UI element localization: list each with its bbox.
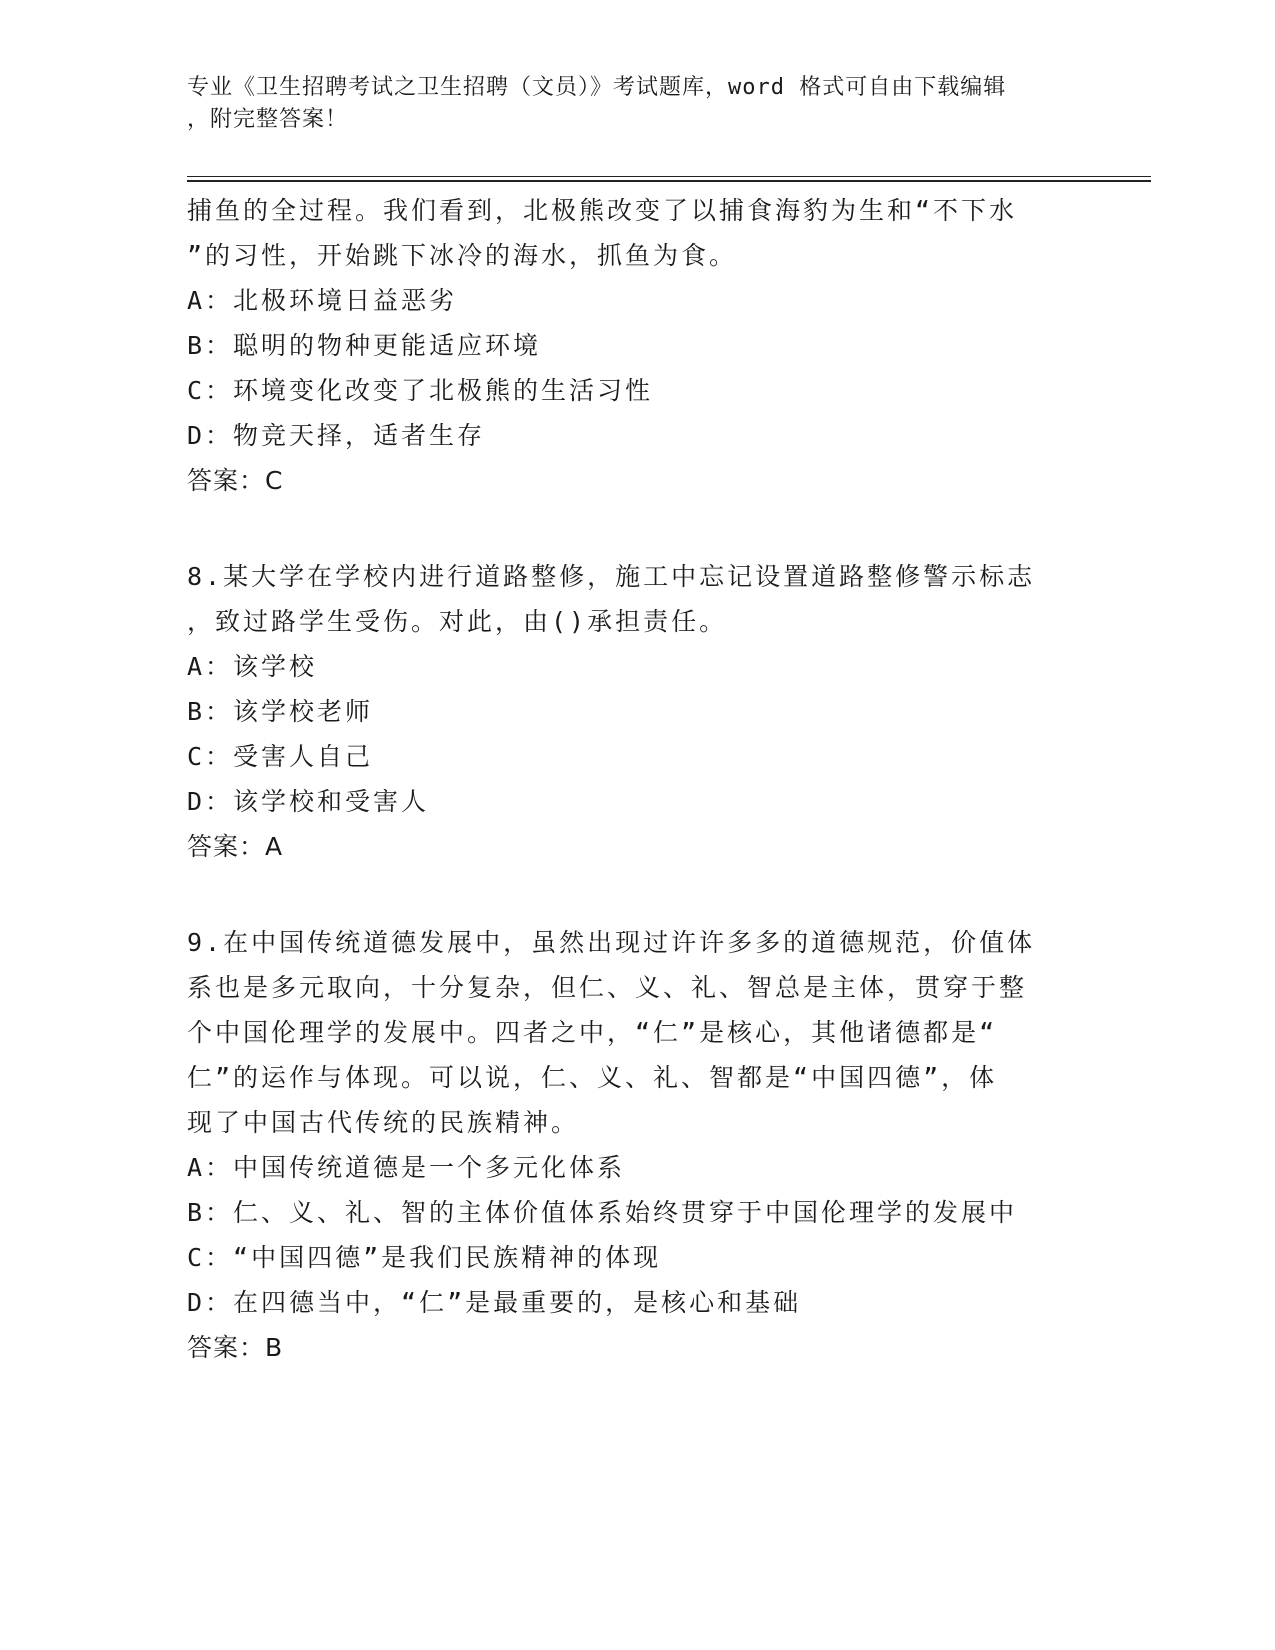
header-rule-thick [187, 180, 1151, 182]
document-header [187, 72, 1067, 136]
option-c: C：环境变化改变了北极熊的生活习性 [187, 376, 654, 405]
option-b: B：仁、义、礼、智的主体价值体系始终贯穿于中国伦理学的发展中 [187, 1198, 1018, 1227]
option-c: C：“中国四德”是我们民族精神的体现 [187, 1243, 662, 1272]
option-a: A：中国传统道德是一个多元化体系 [187, 1153, 626, 1182]
option-c: C：受害人自己 [187, 742, 374, 771]
question-text-line: 捕鱼的全过程。我们看到，北极熊改变了以捕食海豹为生和“不下水 [187, 196, 1018, 225]
option-b: B：该学校老师 [187, 697, 374, 726]
question-block-9 [187, 920, 1067, 1371]
header-rule-thin [187, 176, 1151, 177]
option-b: B：聪明的物种更能适应环境 [187, 331, 542, 360]
answer-label: 答案：B [187, 1333, 284, 1362]
question-text-line: 8.某大学在学校内进行道路整修，施工中忘记设置道路整修警示标志 [187, 562, 1036, 591]
question-text-line: 个中国伦理学的发展中。四者之中，“仁”是核心，其他诸德都是“ [187, 1018, 998, 1047]
question-text-line: ，致过路学生受伤。对此，由()承担责任。 [187, 607, 728, 636]
answer-label: 答案：C [187, 466, 284, 495]
header-line-1: 专业《卫生招聘考试之卫生招聘（文员）》考试题库，word 格式可自由下载编辑 [187, 75, 1007, 100]
question-text-line: 系也是多元取向，十分复杂，但仁、义、礼、智总是主体，贯穿于整 [187, 973, 1028, 1002]
option-a: A：该学校 [187, 652, 318, 681]
answer-label: 答案：A [187, 832, 284, 861]
header-line-2: ，附完整答案！ [187, 107, 349, 132]
option-d: D：该学校和受害人 [187, 787, 430, 816]
question-text-line: 现了中国古代传统的民族精神。 [187, 1108, 580, 1137]
question-block-8 [187, 554, 1067, 870]
question-text-line: ”的习性，开始跳下冰冷的海水，抓鱼为食。 [187, 241, 738, 270]
option-a: A：北极环境日益恶劣 [187, 286, 458, 315]
question-content [187, 188, 1067, 1371]
question-text-line: 仁”的运作与体现。可以说，仁、义、礼、智都是“中国四德”，体 [187, 1063, 998, 1092]
option-d: D：物竞天择，适者生存 [187, 421, 486, 450]
question-block-continued [187, 188, 1067, 504]
option-d: D：在四德当中，“仁”是最重要的，是核心和基础 [187, 1288, 802, 1317]
question-text-line: 9.在中国传统道德发展中，虽然出现过许许多多的道德规范，价值体 [187, 928, 1036, 957]
